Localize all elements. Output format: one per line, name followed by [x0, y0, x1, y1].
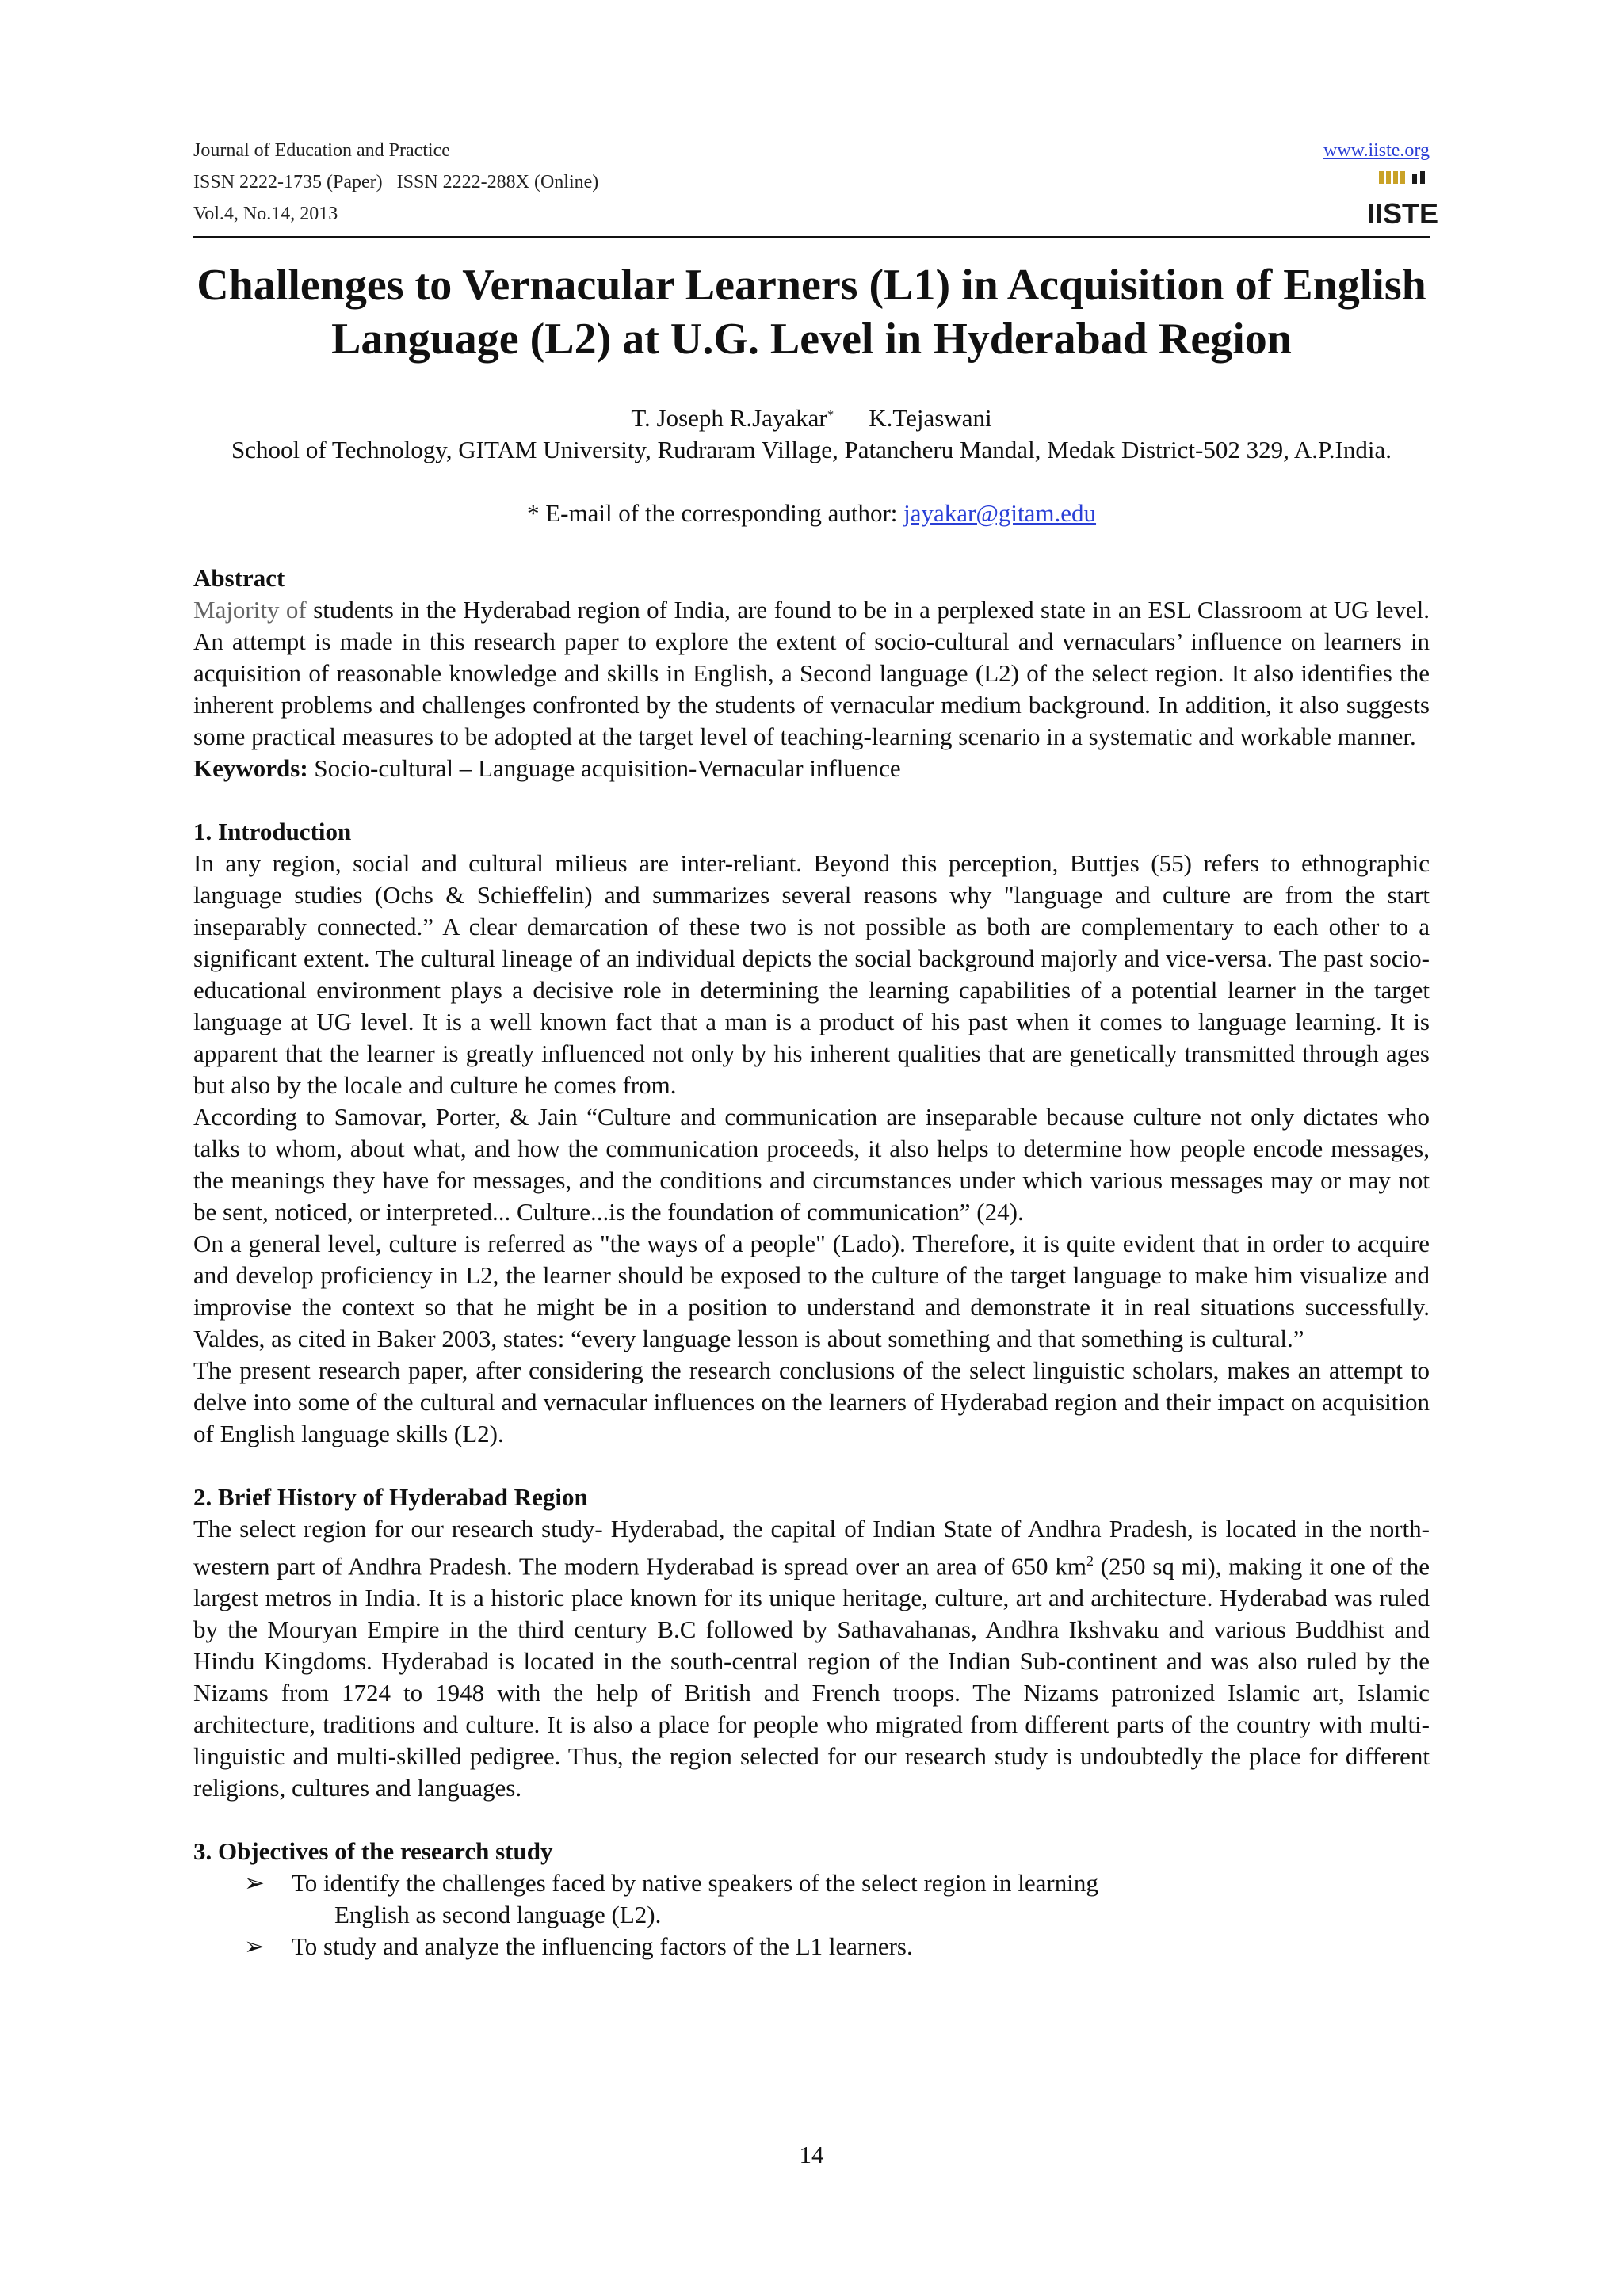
introduction-heading: 1. Introduction: [193, 818, 352, 845]
author-2: K.Tejaswani: [869, 404, 992, 432]
list-item: ➢ To study and analyze the influencing factors of the L1 learners.: [193, 1931, 1430, 1962]
abstract-body: students in the Hyderabad region of India, are found to be in a perplexed state in an ESL Classroom at UG level. An attempt is made in this research paper to explore the extent of socio-cultural and vernaculars’ influence on learners in acquisition of reasonable knowledge and skills in English, a Second language (L2) of the select region. It also identifies the inherent problems and challenges confronted by the students of vernacular medium background. In addition, it also suggests some practical measures to be adopted at the target level of teaching-learning scenario in a systematic and workable manner.: [193, 596, 1430, 750]
page-number: 14: [799, 2141, 824, 2168]
history-paragraph: The select region for our research study- Hyderabad, the capital of Indian State of Andhra Pradesh, is located in the north-western part of Andhra Pradesh. The modern Hyderabad is spread over an area of 650 $km^2$ (250 sq mi), making it one of the largest metros in India. It is a historic place known for its unique heritage, culture, art and architecture. Hyderabad was ruled by the Mouryan Empire in the third century B.C followed by Sathavahanas, Andhra Ikshvaku and various Buddhist and Hindu Kingdoms. Hyderabad is located in the south-central region of the Indian Sub-continent and was also ruled by the Nizams from 1724 to 1948 with the help of British and French troops. The Nizams patronized Islamic art, Islamic architecture, traditions and culture. It is also a place for people who migrated from different parts of the country with multi-linguistic and multi-skilled pedigree. Thus, the region selected for our research study is undoubtedly the place for different religions, cultures and languages.: [193, 1515, 1430, 1802]
journal-name: Journal of Education and Practice: [193, 140, 450, 161]
author-line: [193, 402, 1430, 434]
objectives-heading: 3. Objectives of the research study: [193, 1837, 553, 1866]
affiliation: School of Technology, GITAM University, Rudraram Village, Patancheru Mandal, Medak District-502 329, A.P.India.: [231, 436, 1392, 463]
keywords-label: Keywords:: [193, 754, 308, 782]
keywords-text: Socio-cultural – Language acquisition-Vernacular influence: [307, 754, 901, 782]
paragraph: In any region, social and cultural milieus are inter-reliant. Beyond this perception, Buttjes (55) refers to ethnographic language studies (Ochs & Schieffelin) and summarizes several reasons why "language and culture are from the start inseparably connected.” A clear demarcation of these two is not possible as both are complementary to each other to a significant extent. The cultural lineage of an individual depicts the social background majorly and vice-versa. The past socio-educational environment plays a decisive role in determining the learning capabilities of a potential learner in the target language at UG level. It is a well known fact that a man is a product of his past when it comes to language learning. It is apparent that the learner is greatly influenced not only by his inherent qualities that are genetically transmitted through ages but also by the locale and culture he comes from.: [193, 849, 1430, 1099]
paper-body: [193, 563, 1430, 1962]
logo-text: IISTE: [1366, 197, 1439, 230]
journal-header: [193, 135, 598, 230]
journal-volume: Vol.4, No.14, 2013: [193, 204, 338, 224]
header-divider: [193, 236, 1430, 238]
journal-url-link[interactable]: www.iiste.org: [1323, 140, 1430, 161]
abstract-text: [193, 594, 1430, 753]
list-item: ➢ To identify the challenges faced by native speakers of the select region in learning English as second language (L2).: [244, 1869, 1098, 1929]
author-1: T. Joseph R.Jayakar: [631, 404, 827, 432]
arrow-bullet-icon: ➢: [244, 1869, 265, 1897]
paragraph: On a general level, culture is referred as "the ways of a people" (Lado). Therefore, it is quite evident that in order to acquire and develop proficiency in L2, the learner should be exposed to the culture of the target language to make him visualize and improvise the context so that he might be in a position to understand and demonstrate it in real situations successfully. Valdes, as cited in Baker 2003, states: “every language lesson is about something and that something is cultural.”: [193, 1230, 1430, 1352]
iiste-logo: [1366, 168, 1439, 230]
objectives-list: [193, 1867, 1430, 1962]
paragraph: The present research paper, after considering the research conclusions of the select linguistic scholars, makes an attempt to delve into some of the cultural and vernacular influences on the learners of Hyderabad region and their impact on acquisition of English language skills (L2).: [193, 1356, 1430, 1447]
superscript: 2: [1086, 1553, 1094, 1569]
paragraph: According to Samovar, Porter, & Jain “Culture and communication are inseparable because culture not only dictates who talks to whom, about what, and how the communication proceeds, it also helps to determine how people encode messages, the meanings they have for messages, and the conditions and circumstances under which various messages may or may not be sent, noticed, or interpreted... Culture...is the foundation of communication” (24).: [193, 1103, 1430, 1226]
journal-issn: ISSN 2222-1735 (Paper) ISSN 2222-288X (Online): [193, 172, 599, 193]
email-link[interactable]: jayakar@gitam.edu: [903, 499, 1097, 527]
arrow-bullet-icon: ➢: [244, 1932, 265, 1961]
abstract-heading: Abstract: [193, 564, 285, 592]
paper-title: Challenges to Vernacular Learners (L1) in Acquisition of English Language (L2) at U.G. Level in Hyderabad Region: [197, 261, 1426, 364]
abstract-lead: Majority of: [193, 596, 307, 624]
history-heading: 2. Brief History of Hyderabad Region: [193, 1483, 588, 1511]
email-label: * E-mail of the corresponding author:: [526, 499, 904, 527]
corresponding-mark: *: [827, 407, 834, 422]
email-line: [193, 498, 1430, 529]
keywords-line: [193, 753, 1430, 784]
